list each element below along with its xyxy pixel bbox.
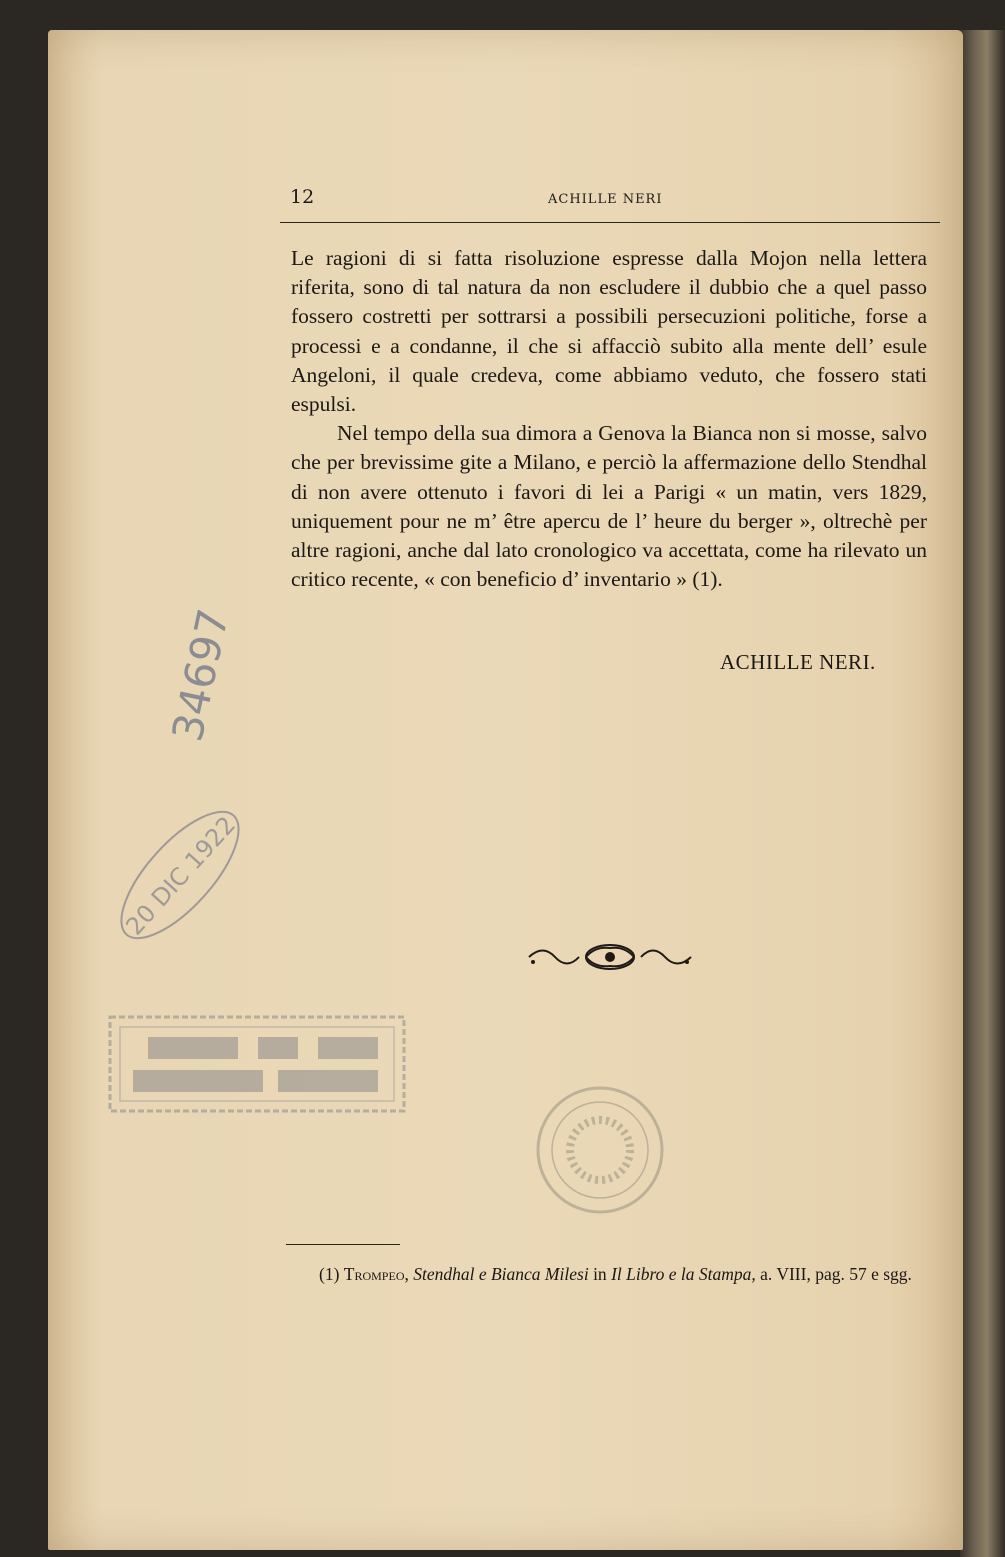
signature: ACHILLE NERI. [720, 650, 876, 674]
footnote-title-2: Il Libro e la Stampa, [611, 1264, 756, 1284]
paragraph-1: Le ragioni di si fatta risoluzione espresse dalla Mojon nella lettera riferita, sono di tal natura da non escludere il dubbio che a quel passo fossero costretti per sottrarsi a possibili persecuzioni politiche, forse a processi e a condanne, il che si affacciò subito alla mente dell’ esule Angeloni, il quale credeva, come abbiamo veduto, che fossero stati espulsi. [291, 246, 927, 417]
running-head-author: ACHILLE NERI [548, 192, 663, 207]
running-head [290, 186, 940, 216]
header-rule [280, 222, 940, 223]
footnote-marker: (1) [319, 1264, 340, 1284]
library-stamp [108, 1015, 408, 1115]
footnote-rule [286, 1244, 400, 1245]
inventory-number-stamp: 34697 [162, 604, 238, 746]
body-text [291, 244, 927, 594]
printer-ornament [525, 940, 695, 974]
page-number: 12 [290, 186, 315, 208]
footnote-author: Trompeo, [343, 1264, 409, 1284]
footnote-in: in [593, 1264, 607, 1284]
footnote [291, 1262, 927, 1287]
round-library-seal [530, 1080, 680, 1230]
footnote-rest: a. VIII, pag. 57 e sgg. [760, 1264, 912, 1284]
book-edge [960, 30, 1005, 1557]
paragraph-2: Nel tempo della sua dimora a Genova la Bianca non si mosse, salvo che per brevissime gite a Milano, e perciò la affermazione dello Stendhal di non avere ottenuto i favori di lei a Parigi « un matin, vers 1829, uniquement pour ne m’ être apercu de l’ heure du berger », oltrechè per altre ragioni, anche dal lato cronologico va accettata, come ha rilevato un critico recente, « con beneficio d’ inventario » (1). [291, 421, 927, 592]
date-stamp [95, 800, 265, 950]
footnote-title-1: Stendhal e Bianca Milesi [413, 1264, 589, 1284]
date-stamp-text: 20 DIC 1922 [120, 810, 242, 941]
